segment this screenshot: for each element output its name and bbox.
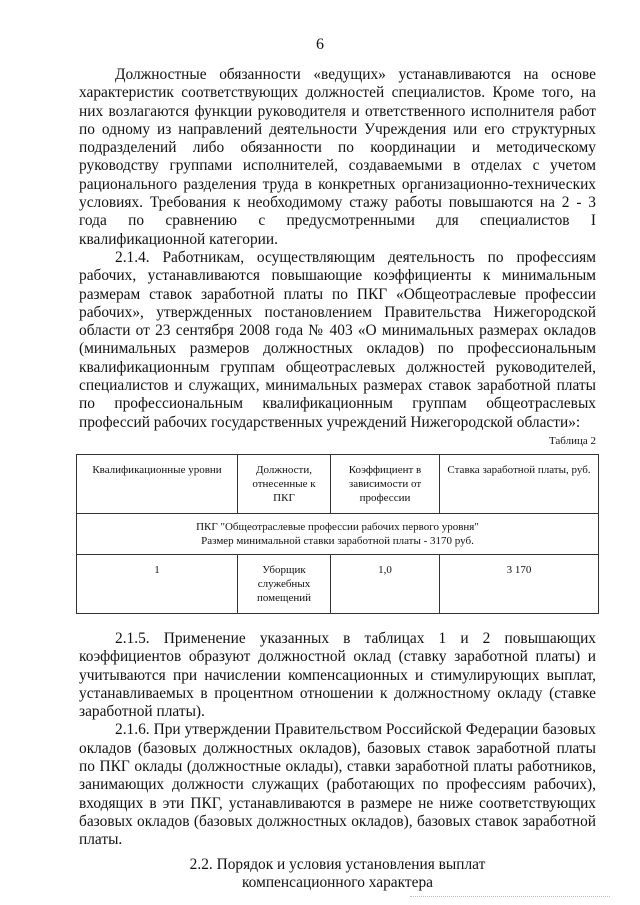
pkg-group-min-rate: Размер минимальной ставки заработной платы - 3170 руб. (201, 534, 474, 547)
table-group-row (77, 513, 599, 554)
scan-artifact-divider (410, 894, 610, 897)
cell-level: 1 (77, 554, 238, 613)
header-coefficient: Коэффициент в зависимости от профессии (331, 454, 440, 513)
after-table-text (79, 630, 596, 850)
section-heading-line-2: компенсационного характера (241, 873, 433, 891)
salary-table (76, 454, 599, 614)
paragraph-2-1-4: 2.1.4. Работникам, осуществляющим деятельность по профессиям рабочих, устанавливаются повышающие коэффициенты к минимальным размерам ставок заработной платы по ПКГ «Общеотраслевые профессии рабочих», утвержденных постановлением Правительства Нижегородской области от 23 сентября 2008 года № 403 «О минимальных размерах окладов (минимальных размеров должностных окладов) по профессиональным квалификационным группам общеотраслевых должностей руководителей, специалистов и служащих, минимальных размерах ставок заработной платы по профессиональным квалификационным группам общеотраслевых профессий рабочих государственных учреждений Нижегородской области»: (79, 248, 596, 431)
header-positions: Должности, отнесенные к ПКГ (238, 454, 331, 513)
cell-position: Уборщик служебных помещений (238, 554, 331, 613)
paragraph-2-1-5: 2.1.5. Применение указанных в таблицах 1 и 2 повышающих коэффициентов образуют должностной оклад (ставку заработной платы) и учитываются при начислении компенсационных и стимулирующих выплат, устанавливаемых в процентном отношении к должностному окладу (ставке заработной платы). (79, 629, 596, 721)
pkg-group-title: ПКГ "Общеотраслевые профессии рабочих первого уровня" (196, 520, 479, 533)
section-heading-line-1: 2.2. Порядок и условия установления выплат (189, 855, 486, 873)
document-body (79, 66, 596, 892)
table-caption: Таблица 2 (548, 434, 596, 447)
section-heading-2-2 (79, 856, 596, 893)
table-row (77, 554, 599, 613)
cell-coefficient: 1,0 (331, 554, 440, 613)
paragraph-2-1-6: 2.1.6. При утверждении Правительством Российской Федерации базовых окладов (базовых должностных окладов), базовых ставок заработной платы по ПКГ оклады (должностные оклады), ставки заработной платы работников, занимающих должности служащих (работающих по профессиям рабочих), входящих в эти ПКГ, устанавливаются в размере не ниже соответствующих базовых окладов (базовых должностных окладов), базовых ставок заработной платы. (79, 721, 596, 849)
paragraph-leading-duties: Должностные обязанности «ведущих» устанавливаются на основе характеристик соответствующих должностей специалистов. Кроме того, на них возлагаются функции руководителя и ответственного исполнителя работ по одному из направлений деятельности Учреждения или его структурных подразделений либо обязанности по координации и методическому руководству группами исполнителей, создаваемыми в отделах с учетом рационального разделения труда в конкретных организационно-технических условиях. Требования к необходимому стажу работы повышаются на 2 - 3 года по сравнению с предусмотренными для специалистов I квалификационной категории. (79, 66, 596, 248)
page-number: 6 (316, 36, 324, 53)
table-header-row (77, 454, 599, 513)
header-rate: Ставка заработной платы, руб. (440, 454, 599, 513)
header-qualification-levels: Квалификационные уровни (77, 454, 238, 513)
cell-rate: 3 170 (440, 554, 599, 613)
pkg-group-cell (77, 513, 599, 554)
